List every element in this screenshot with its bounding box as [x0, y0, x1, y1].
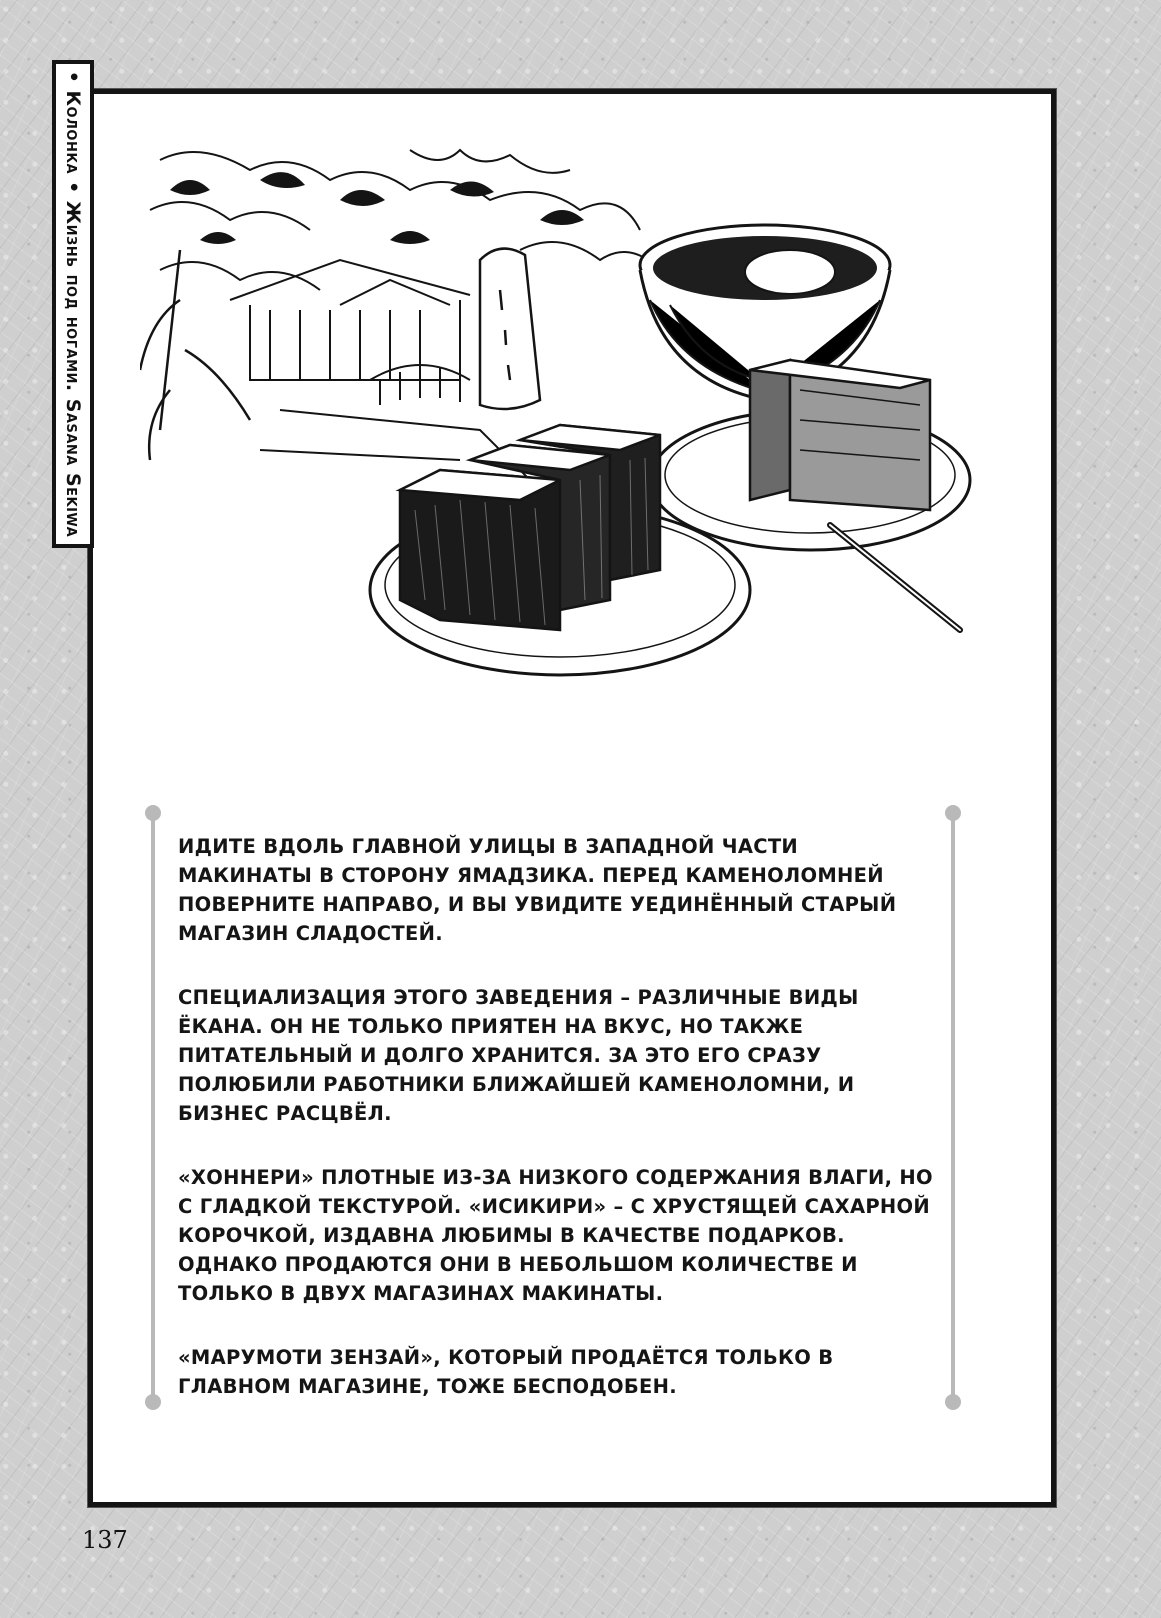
panel-left-rule: [151, 819, 155, 1396]
panel-corner-ornament: [945, 1394, 961, 1410]
panel-right-rule: [951, 819, 955, 1396]
text-panel: [148, 805, 958, 1410]
paragraph-2: СПЕЦИАЛИЗАЦИЯ ЭТОГО ЗАВЕДЕНИЯ – РАЗЛИЧНЫЕ ВИДЫ ЁКАНА. ОН НЕ ТОЛЬКО ПРИЯТЕН НА ВКУС, НО ТАКЖЕ ПИТАТЕЛЬНЫЙ И ДОЛГО ХРАНИТСЯ. ЗА ЭТО ЕГО СРАЗУ ПОЛЮБИЛИ РАБОТНИКИ БЛИЖАЙШЕЙ КАМЕНОЛОМНИ, И БИЗНЕС РАСЦВЁЛ.: [178, 986, 859, 1125]
paragraph-1: ИДИТЕ ВДОЛЬ ГЛАВНОЙ УЛИЦЫ В ЗАПАДНОЙ ЧАСТИ МАКИНАТЫ В СТОРОНУ ЯМАДЗИКА. ПЕРЕД КАМЕНОЛОМНЕЙ ПОВЕРНИТЕ НАПРАВО, И ВЫ УВИДИТЕ УЕДИНЁННЫЙ СТАРЫЙ МАГАЗИН СЛАДОСТЕЙ.: [178, 835, 897, 945]
paragraph-3: «ХОННЕРИ» ПЛОТНЫЕ ИЗ-ЗА НИЗКОГО СОДЕРЖАНИЯ ВЛАГИ, НО С ГЛАДКОЙ ТЕКСТУРОЙ. «ИСИКИРИ» – С ХРУСТЯЩЕЙ САХАРНОЙ КОРОЧКОЙ, ИЗДАВНА ЛЮБИМЫ В КАЧЕСТВЕ ПОДАРКОВ. ОДНАКО ПРОДАЮТСЯ ОНИ В НЕБОЛЬШОМ КОЛИЧЕСТВЕ И ТОЛЬКО В ДВУХ МАГАЗИНАХ МАКИНАТЫ.: [178, 1166, 933, 1305]
panel-corner-ornament: [145, 1394, 161, 1410]
article-body: [178, 832, 938, 1436]
side-label-text: • Колонка • Жизнь под ногами. Sasana Sekiwa: [62, 70, 84, 538]
page-number: 137: [82, 1526, 128, 1554]
yokan-sweets-illustration: [140, 130, 980, 710]
column-side-label: [52, 60, 94, 548]
paragraph-4: «МАРУМОТИ ЗЕНЗАЙ», КОТОРЫЙ ПРОДАЁТСЯ ТОЛЬКО В ГЛАВНОМ МАГАЗИНЕ, ТОЖЕ БЕСПОДОБЕН.: [178, 1346, 834, 1398]
